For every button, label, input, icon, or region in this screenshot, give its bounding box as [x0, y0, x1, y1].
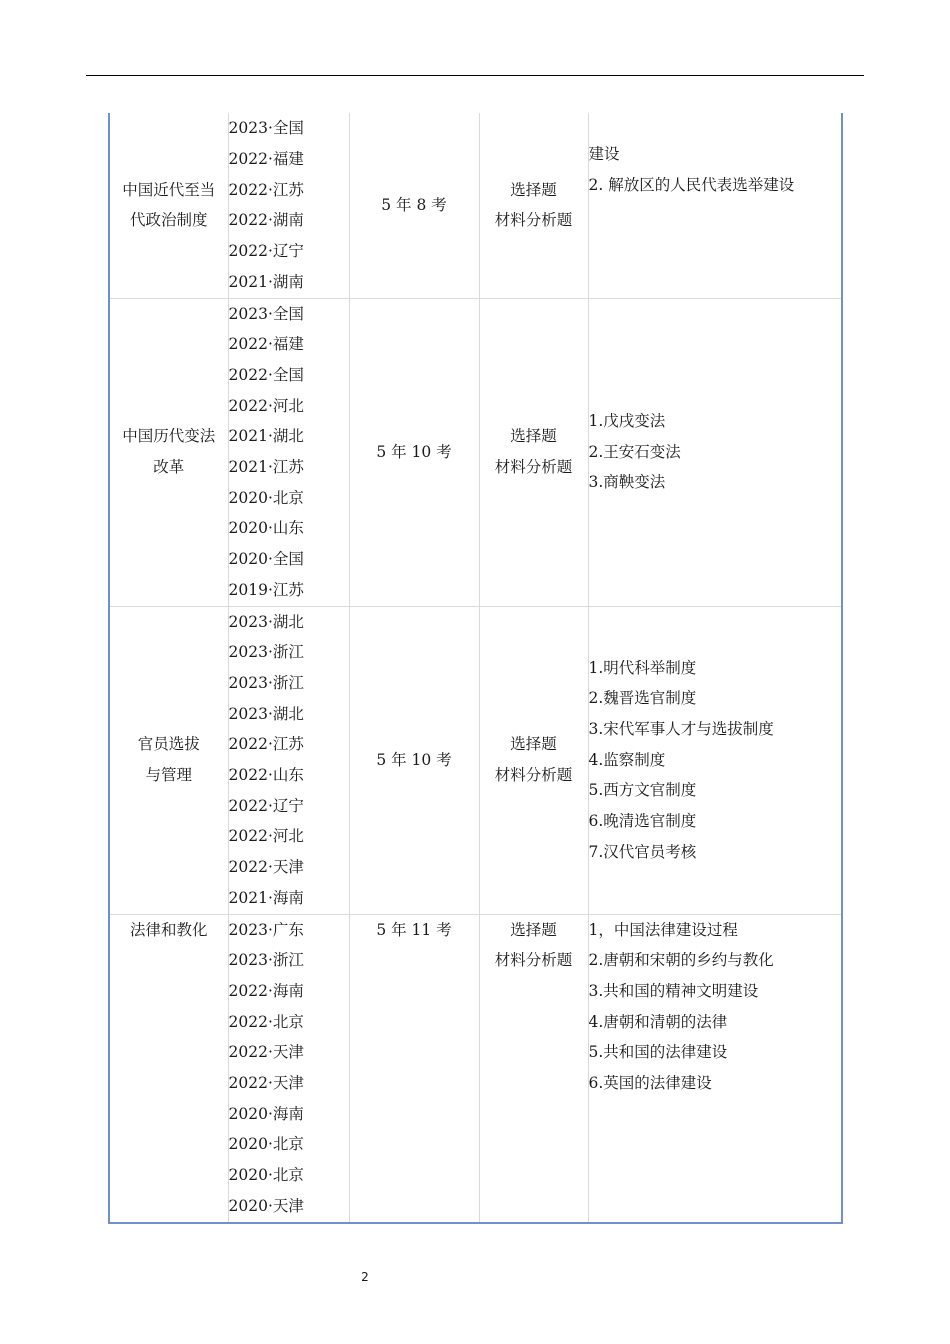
topic-cell	[109, 606, 228, 914]
question-type: 材料分析题	[494, 458, 573, 477]
year-region: 2023·湖北	[228, 612, 304, 631]
year-region: 2023·广东	[228, 920, 304, 939]
year-region: 2022·海南	[228, 981, 304, 1000]
exam-analysis-table-container	[108, 113, 841, 1224]
key-point: 1，中国法律建设过程	[588, 920, 738, 939]
frequency-cell	[349, 914, 479, 1223]
key-point: 3.共和国的精神文明建设	[588, 981, 759, 1000]
year-region: 2022·湖南	[228, 211, 304, 230]
topic-text: 与管理	[145, 766, 192, 785]
topic-cell	[109, 298, 228, 606]
year-region: 2022·天津	[228, 858, 304, 877]
key-points-cell	[588, 298, 842, 606]
year-region: 2023·浙江	[228, 673, 304, 692]
key-point: 1.明代科举制度	[588, 658, 697, 677]
question-types-cell	[479, 606, 588, 914]
year-region: 2022·福建	[228, 149, 304, 168]
table-row	[109, 914, 842, 1223]
year-region: 2023·湖北	[228, 704, 304, 723]
key-point: 6.英国的法律建设	[588, 1074, 712, 1093]
key-point: 建设	[588, 145, 620, 163]
topic-text: 法律和教化	[129, 920, 208, 939]
year-region: 2023·全国	[228, 304, 304, 323]
topic-cell	[109, 914, 228, 1223]
years-cell	[228, 606, 349, 914]
year-region: 2020·天津	[228, 1196, 304, 1215]
key-point: 4.唐朝和清朝的法律	[588, 1012, 728, 1031]
question-types-cell	[479, 298, 588, 606]
table-row	[109, 606, 842, 914]
key-point: 4.监察制度	[588, 750, 666, 769]
key-point: 7.汉代官员考核	[588, 842, 697, 861]
year-region: 2021·江苏	[228, 458, 304, 477]
key-point: 2. 解放区的人民代表选举建设	[588, 175, 795, 194]
years-cell	[228, 113, 349, 298]
question-types-cell	[479, 113, 588, 298]
years-cell	[228, 914, 349, 1223]
frequency-text: 5 年 10 考	[376, 750, 452, 769]
frequency-cell	[349, 606, 479, 914]
key-point: 2.魏晋选官制度	[588, 689, 697, 708]
year-region: 2021·湖北	[228, 427, 304, 446]
year-region: 2022·江苏	[228, 180, 304, 199]
year-region: 2021·湖南	[228, 272, 304, 291]
topic-text: 中国历代变法	[122, 427, 216, 446]
years-cell	[228, 298, 349, 606]
year-region: 2020·全国	[228, 550, 304, 569]
key-point: 2.唐朝和宋朝的乡约与教化	[588, 951, 774, 970]
year-region: 2020·海南	[228, 1104, 304, 1123]
year-region: 2022·北京	[228, 1012, 304, 1031]
year-region: 2022·全国	[228, 365, 304, 384]
year-region: 2023·浙江	[228, 643, 304, 662]
year-region: 2020·北京	[228, 488, 304, 507]
question-type: 材料分析题	[494, 211, 573, 230]
key-point: 3.商鞅变法	[588, 473, 666, 492]
topic-text: 官员选拔	[137, 735, 200, 754]
topic-text: 代政治制度	[129, 211, 208, 230]
key-points-cell	[588, 914, 842, 1223]
key-point: 3.宋代军事人才与选拔制度	[588, 719, 774, 738]
question-types-cell	[479, 914, 588, 1223]
key-points-cell	[588, 113, 842, 298]
year-region: 2022·河北	[228, 827, 304, 846]
year-region: 2022·河北	[228, 396, 304, 415]
key-points-cell	[588, 606, 842, 914]
frequency-cell	[349, 113, 479, 298]
key-point: 2.王安石变法	[588, 442, 681, 461]
frequency-text: 5 年 10 考	[376, 442, 452, 461]
table-row	[109, 298, 842, 606]
year-region: 2022·天津	[228, 1074, 304, 1093]
year-region: 2023·全国	[228, 119, 304, 138]
key-point: 6.晚清选官制度	[588, 812, 697, 831]
question-type: 材料分析题	[494, 951, 573, 970]
year-region: 2019·江苏	[228, 580, 304, 599]
topic-text: 改革	[153, 458, 185, 477]
question-type: 材料分析题	[494, 766, 573, 785]
key-point: 5.西方文官制度	[588, 781, 697, 800]
question-type: 选择题	[510, 427, 557, 446]
year-region: 2020·北京	[228, 1166, 304, 1185]
year-region: 2020·北京	[228, 1135, 304, 1154]
question-type: 选择题	[510, 920, 557, 939]
page-number: 2	[361, 1270, 369, 1284]
year-region: 2022·山东	[228, 766, 304, 785]
question-type: 选择题	[510, 735, 557, 754]
frequency-text: 5 年 8 考	[381, 195, 447, 214]
year-region: 2021·海南	[228, 888, 304, 907]
year-region: 2023·浙江	[228, 951, 304, 970]
year-region: 2022·辽宁	[228, 241, 304, 260]
year-region: 2022·福建	[228, 335, 304, 354]
topic-text: 中国近代至当	[122, 180, 216, 199]
year-region: 2022·天津	[228, 1043, 304, 1062]
frequency-cell	[349, 298, 479, 606]
year-region: 2022·江苏	[228, 735, 304, 754]
exam-analysis-table	[108, 113, 843, 1224]
key-point: 1.戊戌变法	[588, 411, 666, 430]
table-row	[109, 113, 842, 298]
key-point: 5.共和国的法律建设	[588, 1043, 728, 1062]
frequency-text: 5 年 11 考	[376, 920, 452, 939]
year-region: 2020·山东	[228, 519, 304, 538]
topic-cell	[109, 113, 228, 298]
header-rule	[86, 75, 864, 76]
year-region: 2022·辽宁	[228, 796, 304, 815]
question-type: 选择题	[510, 180, 557, 199]
